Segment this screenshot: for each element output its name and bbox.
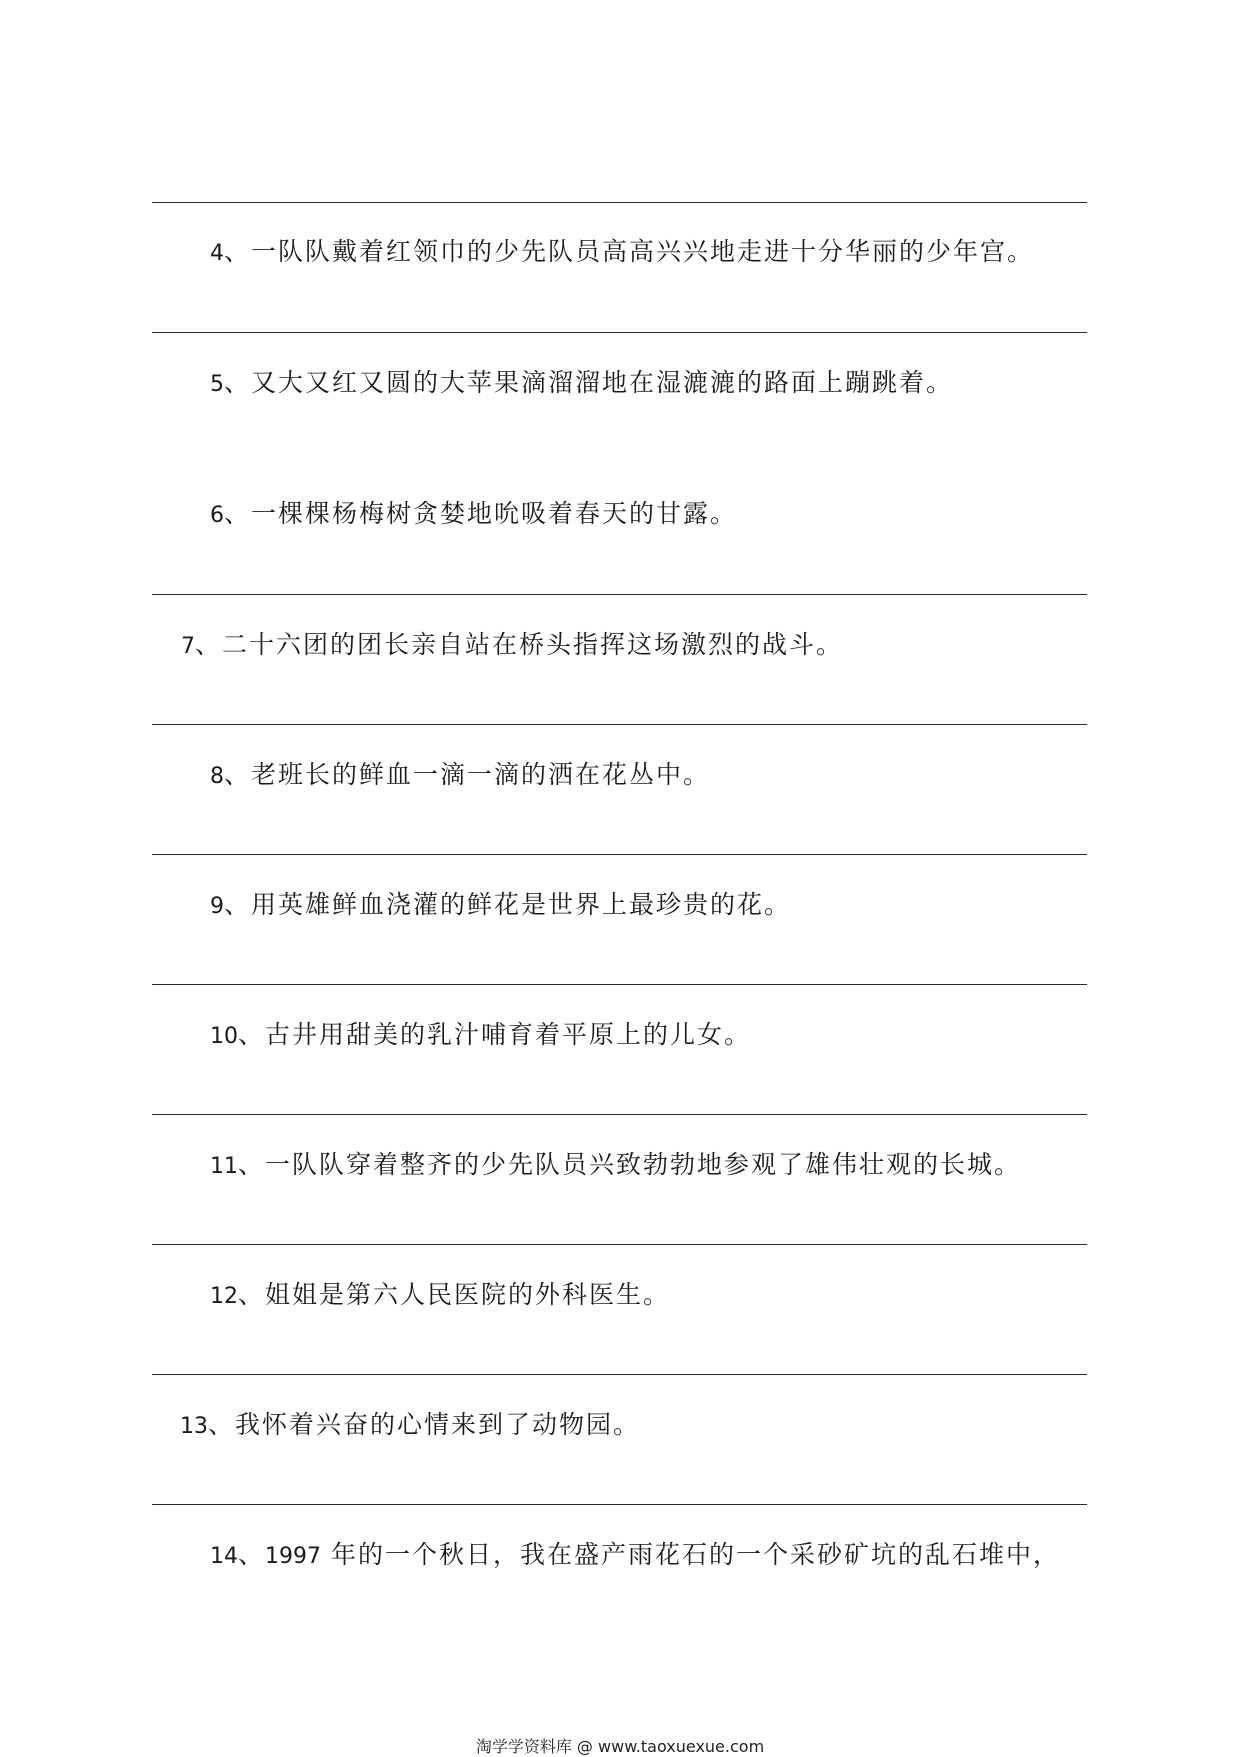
sentence-13 [180,1409,640,1443]
sentence-text: 、又大又红又圆的大苹果滴溜溜地在湿漉漉的路面上蹦跳着。 [224,368,954,397]
answer-line-5 [152,854,1087,855]
sentence-text: 、一队队戴着红领巾的少先队员高高兴兴地走进十分华丽的少年宫。 [224,237,1035,266]
answer-line-1 [152,202,1087,203]
sentence-4 [210,236,1034,270]
sentence-text: 、姐姐是第六人民医院的外科医生。 [238,1280,671,1309]
sentence-11 [210,1149,1021,1183]
answer-line-6 [152,984,1087,985]
sentence-14 [210,1539,1060,1573]
sentence-number: 7 [181,634,195,659]
sentence-number: 6 [210,503,224,528]
sentence-10 [210,1019,751,1053]
sentence-text: 、用英雄鲜血浇灌的鲜花是世界上最珍贵的花。 [224,890,792,919]
answer-line-4 [152,724,1087,725]
sentence-number: 5 [210,372,224,397]
sentence-12 [210,1279,670,1313]
sentence-5 [210,367,953,401]
sentence-text: 、一棵棵杨梅树贪婪地吮吸着春天的甘露。 [224,499,738,528]
answer-line-10 [152,1504,1087,1505]
answer-line-8 [152,1244,1087,1245]
sentence-text: 、古井用甜美的乳汁哺育着平原上的儿女。 [238,1020,752,1049]
sentence-number: 9 [210,894,224,919]
sentence-number: 11 [210,1154,238,1179]
sentence-text-rest: 年的一个秋日，我在盛产雨花石的一个采砂矿坑的乱石堆中， [321,1540,1060,1569]
sentence-9 [210,889,791,923]
sentence-7 [181,629,843,663]
sentence-text: 、 [238,1540,266,1569]
footer-watermark: 淘学学资料库 @ www.taoxuexue.com [475,1737,765,1756]
answer-line-3 [152,594,1087,595]
sentence-number: 8 [210,764,224,789]
answer-line-2 [152,332,1087,333]
sentence-number: 14 [210,1544,238,1569]
sentence-text: 、我怀着兴奋的心情来到了动物园。 [208,1410,641,1439]
sentence-text: 、一队队穿着整齐的少先队员兴致勃勃地参观了雄伟壮观的长城。 [238,1150,1022,1179]
sentence-8 [210,759,710,793]
sentence-text: 、二十六团的团长亲自站在桥头指挥这场激烈的战斗。 [195,630,844,659]
sentence-number: 4 [210,241,224,266]
sentence-year: 1997 [265,1544,322,1569]
sentence-number: 12 [210,1284,238,1309]
sentence-text: 、老班长的鲜血一滴一滴的洒在花丛中。 [224,760,711,789]
answer-line-9 [152,1374,1087,1375]
sentence-number: 13 [180,1414,208,1439]
sentence-6 [210,498,737,532]
sentence-number: 10 [210,1024,238,1049]
answer-line-7 [152,1114,1087,1115]
